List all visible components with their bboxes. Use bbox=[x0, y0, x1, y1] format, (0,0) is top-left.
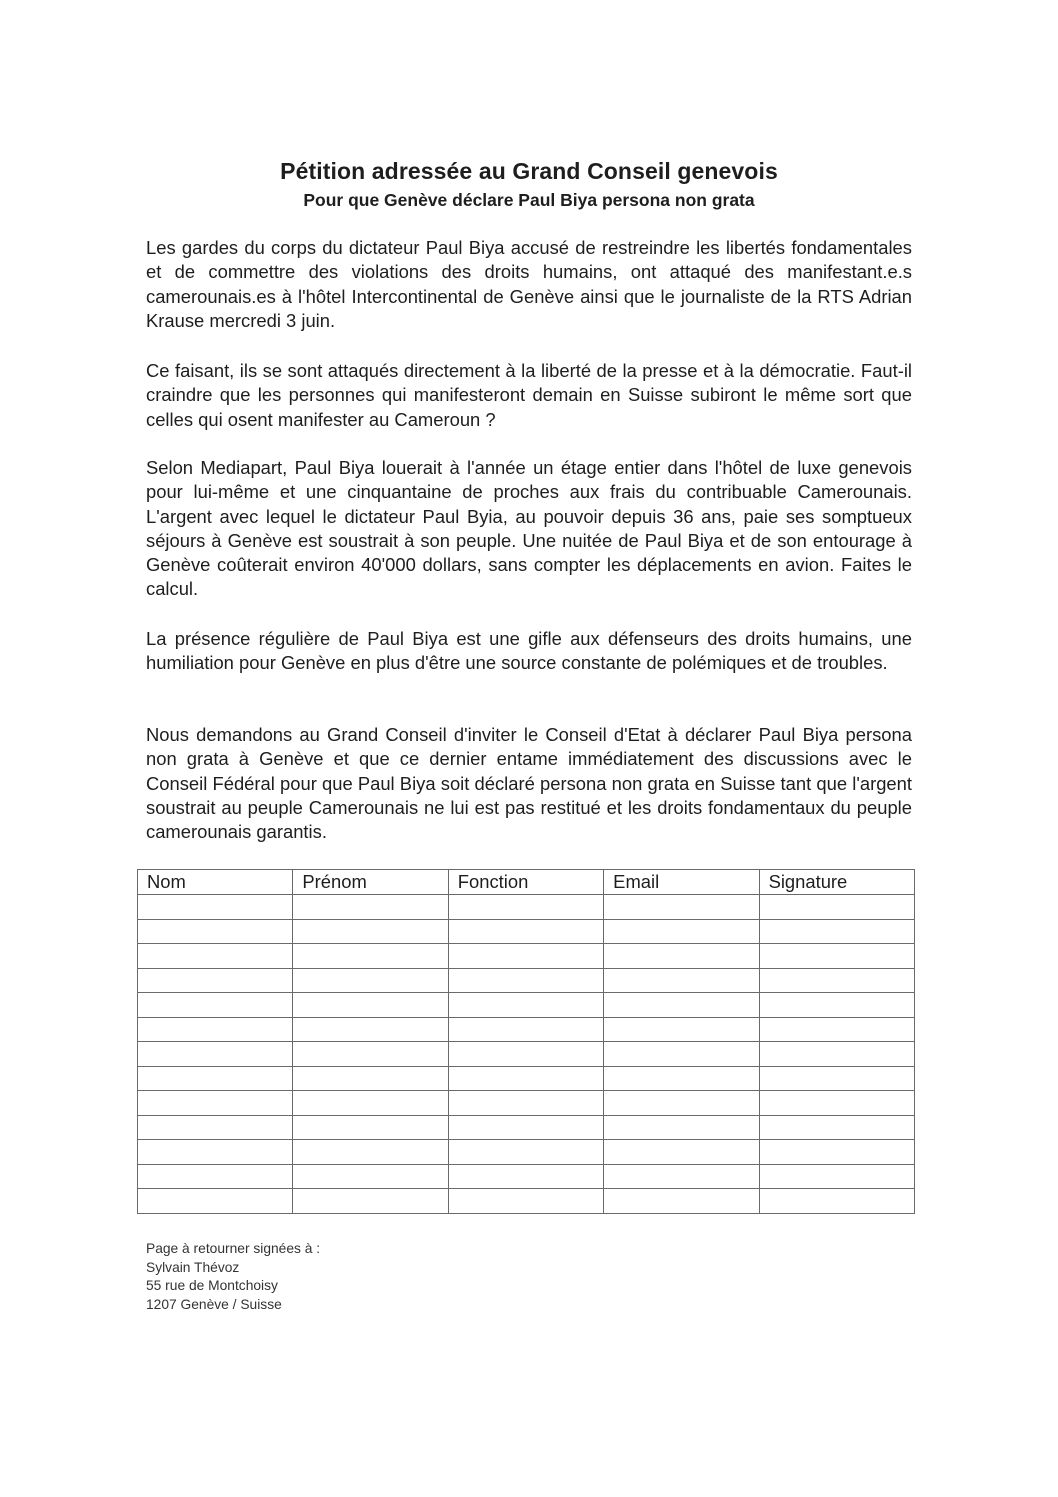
signature-cell[interactable] bbox=[448, 919, 603, 944]
signature-cell[interactable] bbox=[448, 1042, 603, 1067]
signature-cell[interactable] bbox=[759, 895, 914, 920]
table-row bbox=[138, 1091, 915, 1116]
table-row bbox=[138, 1140, 915, 1165]
signature-cell[interactable] bbox=[138, 919, 293, 944]
table-row bbox=[138, 1042, 915, 1067]
signature-cell[interactable] bbox=[138, 1115, 293, 1140]
signature-cell[interactable] bbox=[293, 1140, 448, 1165]
table-row bbox=[138, 1115, 915, 1140]
signature-cell[interactable] bbox=[448, 1164, 603, 1189]
column-header-nom: Nom bbox=[138, 870, 293, 895]
signature-cell[interactable] bbox=[448, 895, 603, 920]
signature-cell[interactable] bbox=[138, 1140, 293, 1165]
signature-cell[interactable] bbox=[293, 1042, 448, 1067]
signature-cell[interactable] bbox=[293, 993, 448, 1018]
signature-cell[interactable] bbox=[448, 1115, 603, 1140]
signature-cell[interactable] bbox=[759, 1066, 914, 1091]
signature-cell[interactable] bbox=[604, 1164, 759, 1189]
signature-cell[interactable] bbox=[448, 968, 603, 993]
signature-cell[interactable] bbox=[138, 944, 293, 969]
signature-cell[interactable] bbox=[604, 993, 759, 1018]
table-header-row bbox=[138, 870, 915, 895]
signature-cell[interactable] bbox=[293, 1164, 448, 1189]
recipient-name: Sylvain Thévoz bbox=[146, 1259, 240, 1275]
signature-cell[interactable] bbox=[604, 1091, 759, 1116]
signature-cell[interactable] bbox=[604, 919, 759, 944]
signature-cell[interactable] bbox=[604, 1189, 759, 1214]
signature-cell[interactable] bbox=[759, 993, 914, 1018]
recipient-street: 55 rue de Montchoisy bbox=[146, 1278, 278, 1293]
paragraph-5: Nous demandons au Grand Conseil d'inviter le Conseil d'Etat à déclarer Paul Biya persona non grata à Genève et que ce dernier entame immédiatement des discussions avec le Conseil Fédéral pour que Paul Biya soit déclaré persona non grata en Suisse tant que l'argent soustrait au peuple Camerounais ne lui est pas restitué et les droits fondamentaux du peuple camerounais garantis. bbox=[146, 724, 912, 843]
signature-cell[interactable] bbox=[293, 1189, 448, 1214]
signature-cell[interactable] bbox=[604, 968, 759, 993]
signature-table bbox=[137, 869, 915, 1214]
signature-cell[interactable] bbox=[759, 968, 914, 993]
column-header-signature: Signature bbox=[759, 870, 914, 895]
signature-cell[interactable] bbox=[138, 1066, 293, 1091]
signature-cell[interactable] bbox=[759, 1042, 914, 1067]
return-instruction: Page à retourner signées à : bbox=[146, 1241, 321, 1256]
signature-cell[interactable] bbox=[293, 1017, 448, 1042]
table-row bbox=[138, 968, 915, 993]
table-row bbox=[138, 1017, 915, 1042]
return-address bbox=[146, 1240, 320, 1314]
signature-cell[interactable] bbox=[138, 1017, 293, 1042]
page-title: Pétition adressée au Grand Conseil genevois bbox=[280, 158, 778, 184]
table-row bbox=[138, 944, 915, 969]
signature-cell[interactable] bbox=[293, 968, 448, 993]
signature-cell[interactable] bbox=[293, 944, 448, 969]
paragraph-4: La présence régulière de Paul Biya est une gifle aux défenseurs des droits humains, une humiliation pour Genève en plus d'être une source constante de polémiques et de troubles. bbox=[146, 628, 912, 674]
signature-cell[interactable] bbox=[759, 1017, 914, 1042]
table-row bbox=[138, 993, 915, 1018]
signature-cell[interactable] bbox=[759, 1115, 914, 1140]
signature-cell[interactable] bbox=[604, 1017, 759, 1042]
recipient-city: 1207 Genève / Suisse bbox=[146, 1296, 282, 1312]
signature-cell[interactable] bbox=[448, 1017, 603, 1042]
paragraph-3: Selon Mediapart, Paul Biya louerait à l'année un étage entier dans l'hôtel de luxe genevois pour lui-même et une cinquantaine de proches aux frais du contribuable Camerounais. L'argent avec lequel le dictateur Paul Byia, au pouvoir depuis 36 ans, paie ses somptueux séjours à Genève est soustrait à son peuple. Une nuitée de Paul Biya et de son entourage à Genève coûterait environ 40'000 dollars, sans compter les déplacements en avion. Faites le calcul. bbox=[146, 457, 912, 600]
signature-cell[interactable] bbox=[448, 1091, 603, 1116]
signature-cell[interactable] bbox=[604, 1066, 759, 1091]
signature-table-body bbox=[138, 895, 915, 1214]
table-row bbox=[138, 1164, 915, 1189]
signature-cell[interactable] bbox=[759, 919, 914, 944]
table-row bbox=[138, 895, 915, 920]
signature-cell[interactable] bbox=[138, 1189, 293, 1214]
signature-cell[interactable] bbox=[759, 1189, 914, 1214]
table-row bbox=[138, 1066, 915, 1091]
paragraph-2: Ce faisant, ils se sont attaqués directement à la liberté de la presse et à la démocratie. Faut-il craindre que les personnes qui manifesteront demain en Suisse subiront le même sort que celles qui osent manifester au Cameroun ? bbox=[146, 360, 912, 430]
signature-cell[interactable] bbox=[759, 1140, 914, 1165]
signature-cell[interactable] bbox=[293, 919, 448, 944]
signature-cell[interactable] bbox=[759, 1164, 914, 1189]
signature-cell[interactable] bbox=[138, 1164, 293, 1189]
signature-cell[interactable] bbox=[138, 968, 293, 993]
table-row bbox=[138, 919, 915, 944]
signature-cell[interactable] bbox=[138, 1091, 293, 1116]
signature-cell[interactable] bbox=[759, 944, 914, 969]
signature-cell[interactable] bbox=[448, 944, 603, 969]
signature-cell[interactable] bbox=[293, 1091, 448, 1116]
signature-cell[interactable] bbox=[138, 993, 293, 1018]
signature-cell[interactable] bbox=[604, 1115, 759, 1140]
signature-cell[interactable] bbox=[138, 1042, 293, 1067]
signature-cell[interactable] bbox=[448, 1066, 603, 1091]
signature-cell[interactable] bbox=[604, 1140, 759, 1165]
signature-cell[interactable] bbox=[448, 993, 603, 1018]
column-header-prenom: Prénom bbox=[293, 870, 448, 895]
signature-cell[interactable] bbox=[604, 895, 759, 920]
signature-cell[interactable] bbox=[448, 1140, 603, 1165]
signature-cell[interactable] bbox=[604, 944, 759, 969]
signature-cell[interactable] bbox=[604, 1042, 759, 1067]
signature-cell[interactable] bbox=[293, 1115, 448, 1140]
table-row bbox=[138, 1189, 915, 1214]
page-subtitle: Pour que Genève déclare Paul Biya persona non grata bbox=[303, 190, 755, 210]
signature-cell[interactable] bbox=[138, 895, 293, 920]
signature-cell[interactable] bbox=[448, 1189, 603, 1214]
column-header-email: Email bbox=[604, 870, 759, 895]
signature-cell[interactable] bbox=[759, 1091, 914, 1116]
signature-cell[interactable] bbox=[293, 895, 448, 920]
column-header-fonction: Fonction bbox=[448, 870, 603, 895]
signature-cell[interactable] bbox=[293, 1066, 448, 1091]
paragraph-1: Les gardes du corps du dictateur Paul Biya accusé de restreindre les libertés fondamentales et de commettre des violations des droits humains, ont attaqué des manifestant.e.s camerounais.es à l'hôtel Intercontinental de Genève ainsi que le journaliste de la RTS Adrian Krause mercredi 3 juin. bbox=[146, 237, 912, 331]
